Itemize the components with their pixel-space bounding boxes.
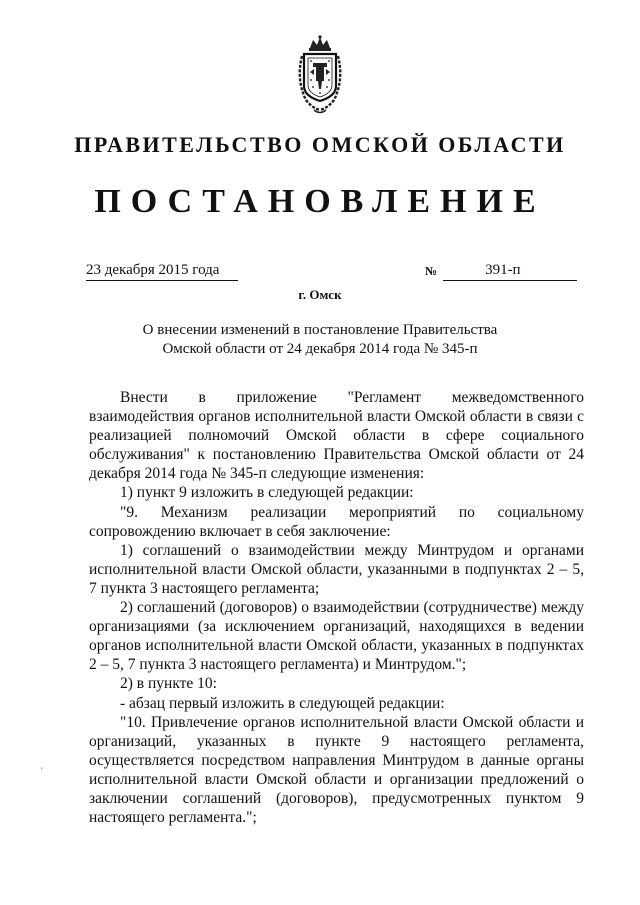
coat-of-arms-emblem	[296, 34, 344, 116]
body-paragraph: - абзац первый изложить в следующей редакции:	[120, 694, 445, 712]
body-paragraph: Внести в приложение "Регламент межведомственного взаимодействия органов исполнительной власти Омской области в связи с реализацией полномочий Омской области в сфере социального обслуживания" к постановлению Правительства Омской области от 24 декабря 2014 года № 345-п следующие изменения:	[89, 389, 584, 483]
body-paragraph: 1) соглашений о взаимодействии между Минтрудом и органами исполнительной власти Омской области, указанными в подпунктах 2 – 5, 7 пункта 3 настоящего регламента;	[89, 541, 584, 597]
document-subject	[0, 321, 640, 359]
document-number: 391-п	[443, 262, 577, 281]
document-number-block	[425, 262, 577, 281]
subject-line: Омской области от 24 декабря 2014 года № 345-п	[162, 341, 478, 357]
body-paragraph: "10. Привлечение органов исполнительной власти Омской области и организаций, указанных в пункте 9 настоящего регламента, осуществляется посредством направления Минтрудом в данные органы исполнительной власти Омской области и организации предложений о заключении соглашений (договоров), предусмотренных пунктом 9 настоящего регламента.";	[89, 713, 584, 827]
subject-line: О внесении изменений в постановление Правительства	[142, 322, 498, 338]
number-sign: №	[425, 264, 438, 278]
body-paragraph: 1) пункт 9 изложить в следующей редакции:	[120, 484, 414, 502]
body-paragraph: 2) в пункте 10:	[120, 675, 217, 693]
document-type-title: ПОСТАНОВЛЕНИЕ	[94, 183, 546, 220]
document-date: 23 декабря 2015 года	[86, 262, 238, 281]
body-paragraph: 2) соглашений (договоров) о взаимодействии (сотрудничестве) между организациями (за исключением организаций, находящихся в ведении органов исполнительной власти Омской области, указанных в подпунктах 2 – 5, 7 пункта 3 настоящего регламента) и Минтрудом.";	[89, 599, 584, 674]
body-paragraph: "9. Механизм реализации мероприятий по социальному сопровождению включает в себя заключение:	[89, 503, 584, 540]
city-name: г. Омск	[298, 287, 342, 302]
government-title: ПРАВИТЕЛЬСТВО ОМСКОЙ ОБЛАСТИ	[74, 132, 566, 157]
margin-mark: '	[41, 766, 43, 776]
document-body	[89, 388, 584, 827]
